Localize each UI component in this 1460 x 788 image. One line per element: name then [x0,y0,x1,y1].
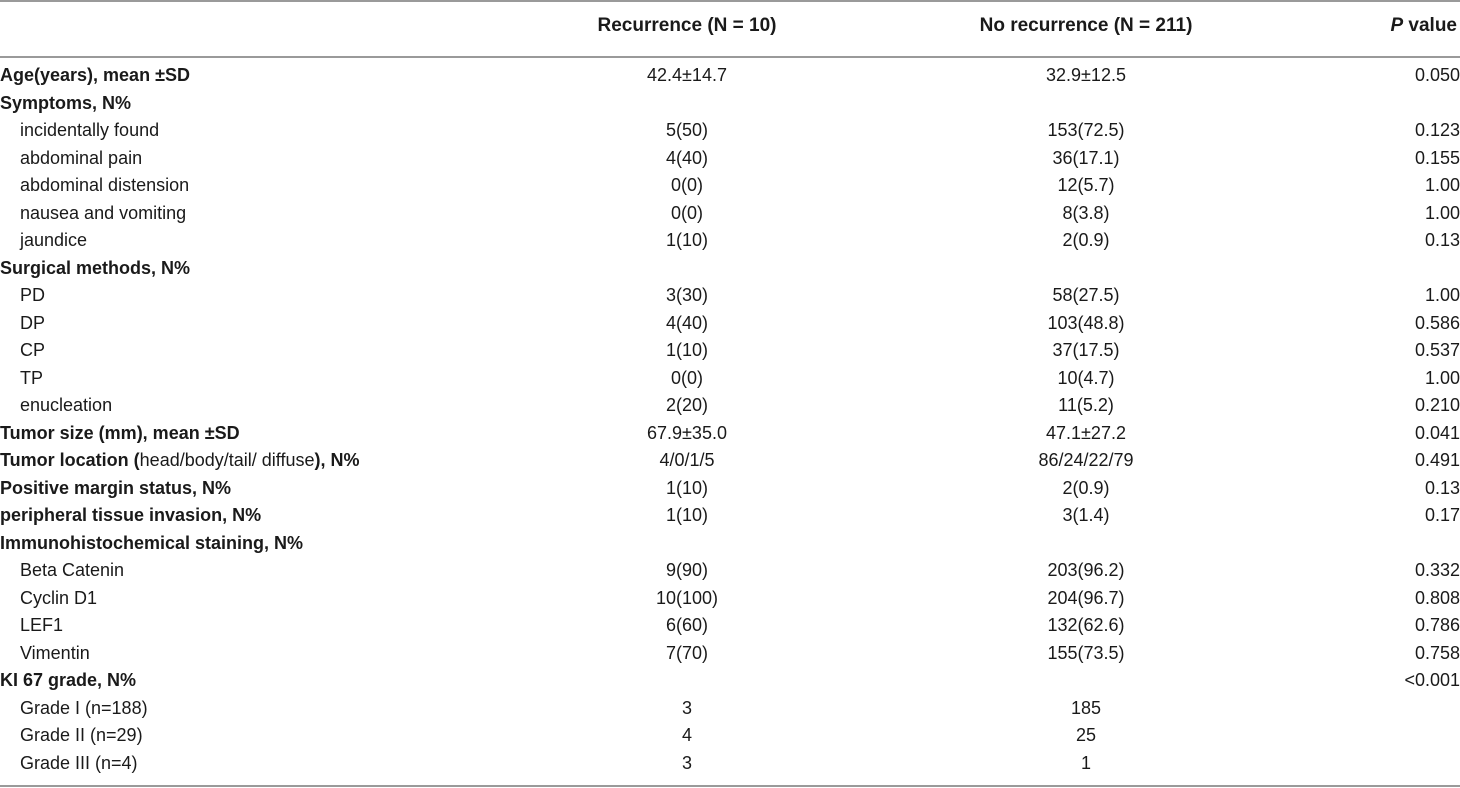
cell-no-recurrence-value: 153(72.5) [1047,120,1125,140]
cell-recurrence [520,227,854,255]
table-row [0,282,1460,310]
row-label-middle: head/body/tail/ diffuse [139,450,315,470]
row-label: enucleation [20,395,113,415]
cell-recurrence-value: 3 [681,697,693,718]
data-table [0,62,1460,777]
cell-no-recurrence-value: 25 [1075,725,1097,745]
cell-no-recurrence [854,502,1318,530]
cell-recurrence [520,640,854,668]
cell-recurrence [520,392,854,420]
cell-p-value: 0.17 [1424,505,1460,525]
bottom-rule [0,785,1460,787]
cell-no-recurrence [854,90,1318,118]
cell-recurrence [520,90,854,118]
table-row [0,172,1460,200]
cell-recurrence-value: 67.9±35.0 [647,422,727,443]
cell-recurrence [520,585,854,613]
cell-p-value: 0.210 [1414,395,1460,415]
cell-recurrence-value: 1(10) [665,477,709,498]
cell-recurrence [520,337,854,365]
row-label: Beta Catenin [20,560,125,580]
table-row [0,722,1460,750]
cell-no-recurrence-value: 8(3.8) [1062,202,1110,223]
cell-no-recurrence-value: 37(17.5) [1052,340,1120,360]
cell-recurrence-value: 42.4±14.7 [647,65,727,85]
table-row [0,612,1460,640]
cell-p-value [1318,722,1460,750]
cell-no-recurrence-value: 1 [1080,752,1092,773]
cell-recurrence [520,145,854,173]
cell-recurrence [520,282,854,310]
cell-recurrence [520,750,854,778]
cell-no-recurrence-value: 12(5.7) [1057,175,1115,195]
cell-recurrence [520,255,854,283]
cell-recurrence [520,447,854,475]
cell-recurrence [520,62,854,90]
cell-recurrence-value: 1(10) [665,230,709,250]
row-label: DP [20,312,46,333]
row-label: Cyclin D1 [20,587,98,608]
cell-no-recurrence [854,200,1318,228]
table-row [0,750,1460,778]
cell-recurrence [520,722,854,750]
table-row [0,337,1460,365]
cell-recurrence-value: 7(70) [665,642,709,663]
cell-recurrence-value: 3 [681,752,693,773]
row-label: TP [20,367,44,388]
cell-p-value [1318,90,1460,118]
table-row [0,62,1460,90]
cell-p-value [1318,750,1460,778]
cell-no-recurrence-value: 58(27.5) [1052,285,1120,305]
table-row [0,310,1460,338]
table-row [0,392,1460,420]
cell-recurrence-value: 4/0/1/5 [659,450,715,470]
cell-no-recurrence [854,255,1318,283]
row-label: CP [20,340,46,360]
cell-recurrence [520,172,854,200]
table-row [0,117,1460,145]
cell-p-value: 1.00 [1424,285,1460,305]
cell-no-recurrence [854,172,1318,200]
row-label: peripheral tissue invasion, N% [0,505,262,525]
table-row [0,475,1460,503]
table-row [0,640,1460,668]
cell-recurrence-value: 6(60) [665,615,709,635]
cell-no-recurrence [854,447,1318,475]
cell-no-recurrence [854,337,1318,365]
table-row [0,200,1460,228]
table-row [0,530,1460,558]
cell-recurrence-value: 0(0) [670,367,704,388]
cell-recurrence [520,557,854,585]
header-p-rest: value [1403,15,1457,36]
cell-recurrence [520,667,854,695]
cell-no-recurrence [854,530,1318,558]
cell-no-recurrence-value: 132(62.6) [1047,615,1125,635]
cell-no-recurrence [854,227,1318,255]
cell-p-value: 0.050 [1414,65,1460,85]
cell-p-value [1318,255,1460,283]
row-label: Surgical methods, N% [0,257,191,278]
row-label: Positive margin status, N% [0,477,232,498]
cell-recurrence-value: 3(30) [665,285,709,305]
cell-recurrence-value: 4(40) [665,147,709,168]
cell-recurrence-value: 1(10) [665,340,709,360]
cell-no-recurrence-value: 47.1±27.2 [1046,422,1126,443]
cell-no-recurrence-value: 204(96.7) [1047,587,1125,608]
cell-no-recurrence [854,475,1318,503]
row-label: abdominal pain [20,147,143,168]
table-row [0,420,1460,448]
cell-no-recurrence [854,365,1318,393]
cell-p-value: 0.332 [1414,560,1460,580]
cell-no-recurrence [854,722,1318,750]
cell-no-recurrence-value: 203(96.2) [1047,560,1125,580]
cell-no-recurrence-value: 10(4.7) [1057,367,1115,388]
cell-p-value: 0.537 [1414,340,1460,360]
cell-p-value: 1.00 [1424,202,1460,223]
row-label: KI 67 grade, N% [0,670,137,690]
cell-p-value: 0.786 [1414,615,1460,635]
cell-no-recurrence-value: 155(73.5) [1047,642,1125,663]
table-row [0,145,1460,173]
top-rule [0,0,1460,2]
cell-p-value: 0.808 [1414,587,1460,608]
table-row [0,502,1460,530]
cell-no-recurrence [854,750,1318,778]
cell-recurrence-value: 10(100) [655,587,719,608]
cell-recurrence [520,310,854,338]
cell-recurrence-value: 4 [681,725,693,745]
cell-p-value: 0.491 [1414,450,1460,470]
cell-recurrence-value: 1(10) [665,505,709,525]
row-label [0,447,520,475]
cell-recurrence-value: 5(50) [665,120,709,140]
cell-recurrence-value: 0(0) [670,202,704,223]
row-label: Tumor size (mm), mean ±SD [0,422,240,443]
cell-no-recurrence [854,420,1318,448]
cell-recurrence [520,612,854,640]
cell-p-value: 0.041 [1414,422,1460,443]
cell-p-value: 1.00 [1424,367,1460,388]
cell-recurrence [520,475,854,503]
row-label: nausea and vomiting [20,202,187,223]
row-label: Vimentin [20,642,90,663]
cell-no-recurrence [854,117,1318,145]
row-label: Grade II (n=29) [20,725,143,745]
cell-recurrence [520,502,854,530]
cell-no-recurrence [854,557,1318,585]
cell-p-value: 0.13 [1424,230,1460,250]
header-p-italic: P [1390,15,1404,36]
cell-no-recurrence-value: 36(17.1) [1052,147,1120,168]
row-label: Age(years), mean ±SD [0,65,190,85]
table-row [0,667,1460,695]
row-label-start: Tumor location ( [0,450,140,470]
table-row [0,585,1460,613]
cell-recurrence [520,530,854,558]
header-no-recurrence: No recurrence (N = 211) [979,15,1193,36]
cell-p-value [1318,695,1460,723]
row-label: abdominal distension [20,175,190,195]
cell-p-value: <0.001 [1404,670,1460,690]
row-label: Grade I (n=188) [20,697,148,718]
cell-no-recurrence [854,585,1318,613]
cell-no-recurrence-value: 3(1.4) [1062,505,1110,525]
cell-no-recurrence-value: 32.9±12.5 [1046,65,1126,85]
cell-no-recurrence [854,612,1318,640]
cell-p-value: 0.758 [1414,642,1460,663]
table-row [0,447,1460,475]
table-row [0,365,1460,393]
table-row [0,90,1460,118]
cell-p-value [1318,530,1460,558]
cell-p-value: 1.00 [1424,175,1460,195]
table-row [0,695,1460,723]
cell-p-value: 0.155 [1414,147,1460,168]
row-label: Immunohistochemical staining, N% [0,532,304,553]
cell-p-value: 0.13 [1424,477,1460,498]
row-label: incidentally found [20,120,160,140]
cell-no-recurrence [854,695,1318,723]
cell-recurrence-value: 0(0) [670,175,704,195]
row-label: LEF1 [20,615,64,635]
cell-recurrence [520,365,854,393]
cell-no-recurrence [854,282,1318,310]
cell-no-recurrence [854,640,1318,668]
row-label: jaundice [20,230,88,250]
row-label-end: ), N% [314,450,360,470]
header-rule [0,56,1460,58]
cell-no-recurrence [854,667,1318,695]
header-recurrence: Recurrence (N = 10) [597,15,777,36]
cell-no-recurrence-value: 11(5.2) [1058,395,1114,415]
cell-no-recurrence-value: 103(48.8) [1047,312,1125,333]
cell-no-recurrence-value: 2(0.9) [1062,477,1110,498]
cell-recurrence [520,117,854,145]
cell-no-recurrence-value: 185 [1070,697,1102,718]
cell-p-value: 0.586 [1414,312,1460,333]
row-label: Grade III (n=4) [20,752,138,773]
cell-no-recurrence [854,310,1318,338]
cell-no-recurrence [854,392,1318,420]
cell-recurrence [520,200,854,228]
table-row [0,557,1460,585]
cell-no-recurrence [854,145,1318,173]
cell-recurrence-value: 2(20) [665,395,709,415]
cell-recurrence-value: 4(40) [665,312,709,333]
cell-no-recurrence [854,62,1318,90]
row-label: PD [20,285,46,305]
table-row [0,227,1460,255]
table-row [0,255,1460,283]
cell-recurrence [520,420,854,448]
cell-recurrence [520,695,854,723]
cell-recurrence-value: 9(90) [665,560,709,580]
row-label: Symptoms, N% [0,92,132,113]
cell-p-value: 0.123 [1414,120,1460,140]
header-p-value [1390,15,1457,37]
cell-no-recurrence-value: 86/24/22/79 [1038,450,1134,470]
cell-no-recurrence-value: 2(0.9) [1062,230,1110,250]
